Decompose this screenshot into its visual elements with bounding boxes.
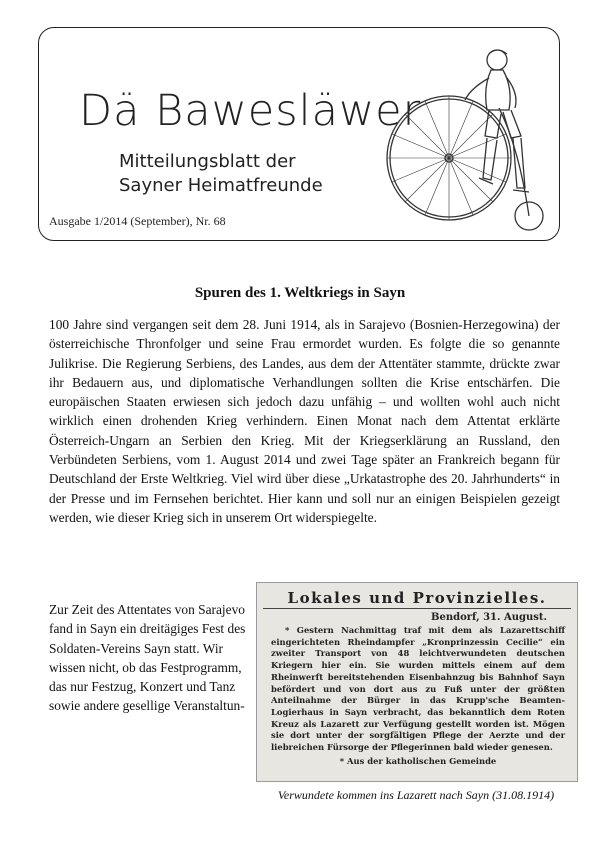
clipping-title: Lokales und Provinzielles.: [287, 589, 547, 607]
clipping-paragraph-1: * Gestern Nachmittag traf mit dem als Lazarettschiff eingerichteten Rheindampfer „Kronprinzessin Cecilie“ ein zweiter Transport von 48 leichtverwundeten deutschen Kriegern hier ein. Sie wurden mittels einem auf dem Rheinwerft bereitstehenden Eisenbahnzug bis Bahnhof Sayn befördert und von dort aus zu Fuß unter der größten Anteilnahme der Bürger in das Krupp'sche Beamten-Logierhaus in Sayn verbracht, das bekanntlich dem Roten Kreuz als Lazarett zur Verfügung gestellt worden ist. Mögen sie dort unter der sorgfältigen Pflege der Aerzte und der liebreichen Fürsorge der Pflegerinnen bald wieder genesen.: [271, 625, 565, 753]
subtitle-line-2: Sayner Heimatfreunde: [119, 175, 323, 196]
newsletter-title: Dä Bawesläwer: [79, 86, 422, 136]
clipping-rule: [263, 608, 571, 609]
article-column-text: Zur Zeit des Attentates von Sarajevo fand in Sayn ein dreitägiges Fest des Soldaten-Vereins Sayn statt. Wir wissen nicht, ob das Festprogramm, das nur Festzug, Konzert und Tanz sowie andere gesellige Veranstaltun-: [49, 602, 246, 714]
clipping-text: [257, 625, 577, 767]
clipping-paragraph-2: * Aus der katholischen Gemeinde: [339, 755, 497, 766]
article-headline: Spuren des 1. Weltkriegs in Sayn: [194, 285, 406, 301]
clipping-dateline: Bendorf, 31. August.: [431, 612, 547, 623]
newspaper-clipping: [256, 582, 578, 782]
newsletter-subtitle: [119, 150, 323, 198]
cyclist-illustration: [379, 38, 554, 238]
subtitle-line-1: Mitteilungsblatt der: [119, 151, 296, 172]
masthead: [38, 27, 560, 241]
article-paragraph: 100 Jahre sind vergangen seit dem 28. Juni 1914, als in Sarajevo (Bosnien-Herzegowina) der österreichische Thronfolger und seine Frau ermordet wurden. Es folgte die so genannte Julikrise. Die Regierung Serbiens, des Landes, aus dem der Attentäter stammte, drückte zwar ihr Bedauern aus, und diplomatische Verhandlungen sollten die Krise entschärfen. Die europäischen Staaten erwiesen sich jedoch dazu unfähig – und wollten wohl auch nicht wirklich einen drohenden Krieg verhindern. Einen Monat nach dem Attentat erklärte Österreich-Ungarn an Serbien den Krieg. Mit der Kriegserklärung an Russland, den Verbündeten Serbiens, vom 1. August 2014 und zwei Tage später an Frankreich begann für Deutschland der Erste Weltkrieg. Viel wird über diese „Urkatastrophe des 20. Jahrhunderts“ in der Presse und im Fernsehen berichtet. Hier kann und soll nur an einigen Beispielen gezeigt werden, wie dieser Krieg sich in unserem Ort widerspiegelte.: [49, 317, 560, 525]
issue-info: Ausgabe 1/2014 (September), Nr. 68: [49, 214, 226, 228]
clipping-caption: Verwundete kommen ins Lazarett nach Sayn (31.08.1914): [277, 788, 555, 802]
article-body: [49, 315, 560, 527]
